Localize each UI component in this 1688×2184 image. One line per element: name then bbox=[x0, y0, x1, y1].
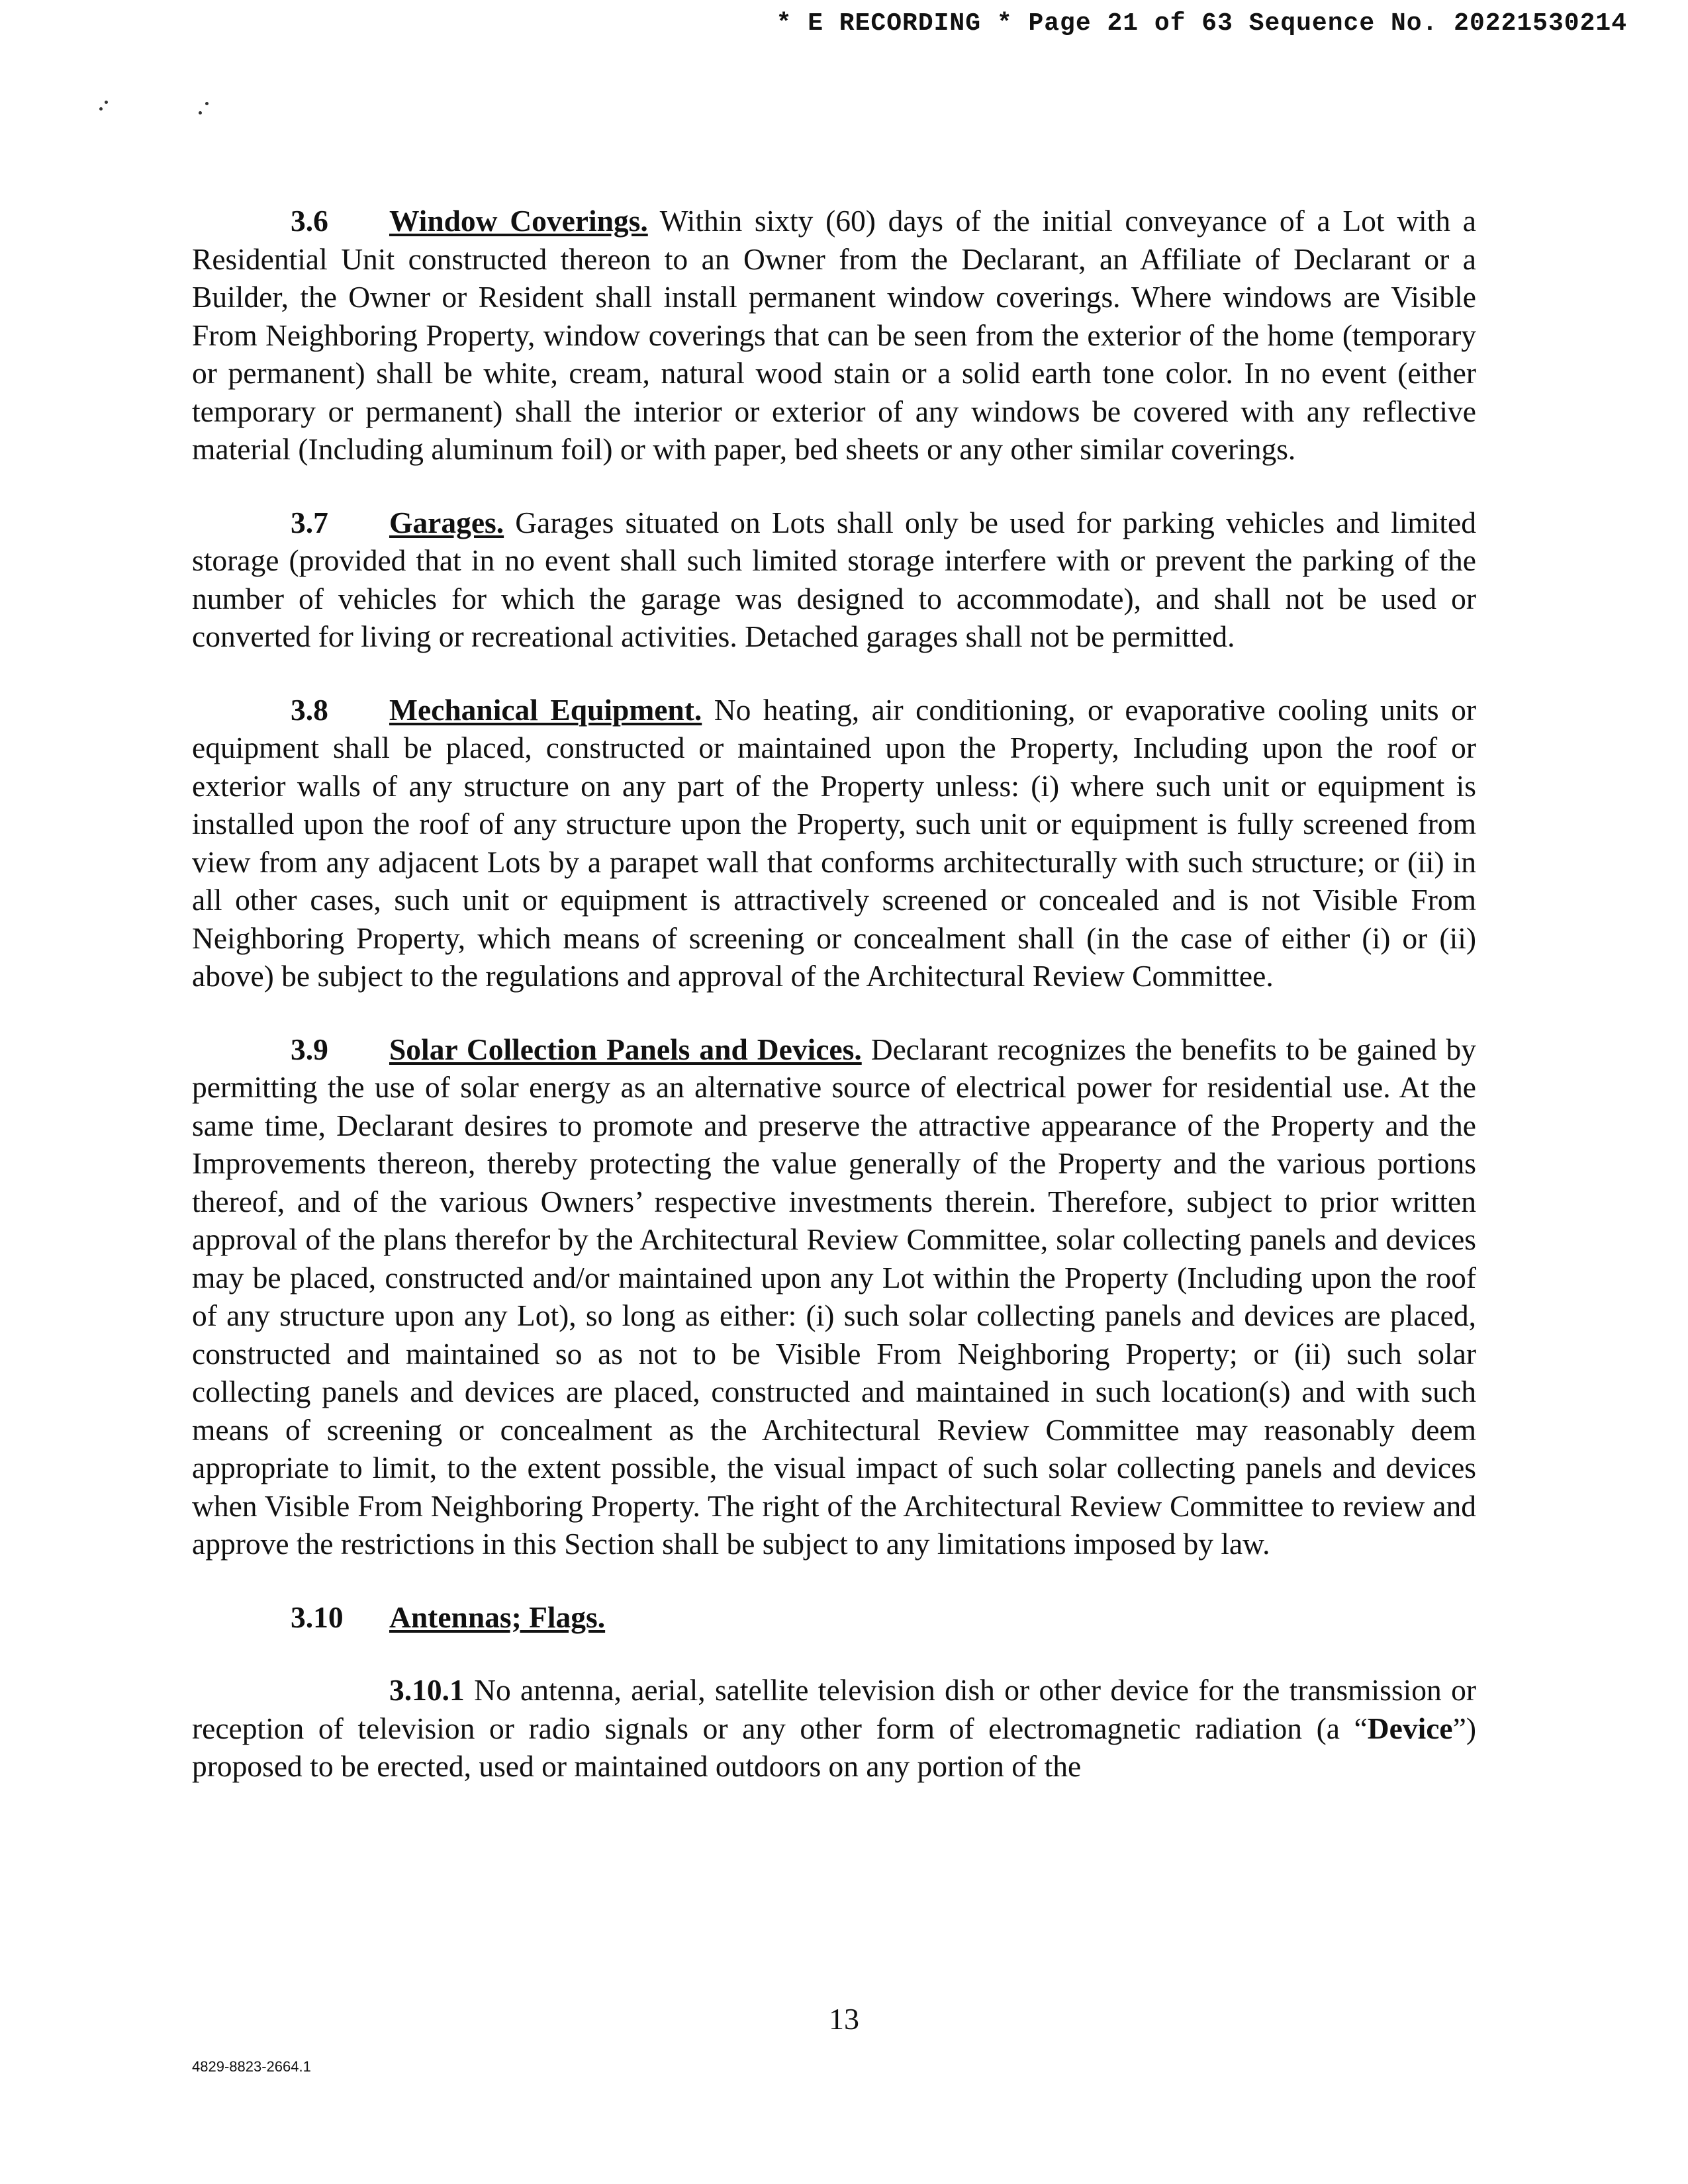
section-text: No heating, air conditioning, or evaporative cooling units or equipment shall be placed, constructed or maintained upon the Property, Including upon the roof or exterior walls of any structure on any part of the Property unless: (i) where such unit or equipment is installed upon the roof of any structure upon the Property, such unit or equipment is fully screened from view from any adjacent Lots by a parapet wall that conforms architecturally with such structure; or (ii) in all other cases, such unit or equipment is attractively screened or concealed and is not Visible From Neighboring Property, which means of screening or concealment shall (in the case of either (i) or (ii) above) be subject to the regulations and approval of the Architectural Review Committee. bbox=[192, 692, 1476, 993]
subsection-number: 3.10.1 bbox=[389, 1673, 465, 1707]
section-title: Mechanical Equipment. bbox=[389, 692, 702, 727]
subsection-text-continued: ”) proposed to be erected, used or maintained outdoors on any portion of the bbox=[192, 1711, 1476, 1783]
section-number: 3.8 bbox=[291, 692, 328, 727]
document-id: 4829-8823-2664.1 bbox=[192, 2058, 311, 2075]
scan-specks bbox=[99, 99, 232, 132]
section-title: Antennas; Flags. bbox=[389, 1600, 606, 1634]
section-3-7 bbox=[192, 504, 1476, 656]
defined-term: Device bbox=[1367, 1711, 1453, 1745]
section-3-9 bbox=[192, 1030, 1476, 1563]
section-number: 3.10 bbox=[291, 1600, 344, 1634]
section-3-6 bbox=[192, 202, 1476, 469]
section-title: Garages. bbox=[389, 505, 504, 539]
section-title: Solar Collection Panels and Devices. bbox=[389, 1032, 862, 1066]
section-number: 3.9 bbox=[291, 1032, 328, 1066]
section-text: Within sixty (60) days of the initial conveyance of a Lot with a Residential Unit constructed thereon to an Owner from the Declarant, an Affiliate of Declarant or a Builder, the Owner or Resident shall install permanent window coverings. Where windows are Visible From Neighboring Property, window coverings that can be seen from the exterior of the home (temporary or permanent) shall be white, cream, natural wood stain or a solid earth tone color. In no event (either temporary or permanent) shall the interior or exterior of any windows be covered with any reflective material (Including aluminum foil) or with paper, bed sheets or any other similar coverings. bbox=[192, 204, 1476, 466]
section-3-10-1 bbox=[192, 1671, 1476, 1786]
section-3-8 bbox=[192, 691, 1476, 995]
section-3-10 bbox=[192, 1598, 1476, 1637]
page-number: 13 bbox=[829, 2002, 859, 2036]
subsection-text: No antenna, aerial, satellite television dish or other device for the transmission or reception of television or radio signals or any other form of electromagnetic radiation (a “ bbox=[192, 1673, 1476, 1745]
section-number: 3.6 bbox=[291, 204, 328, 238]
section-number: 3.7 bbox=[291, 505, 328, 539]
section-text: Declarant recognizes the benefits to be gained by permitting the use of solar energy as an alternative source of electrical power for residential use. At the same time, Declarant desires to promote and preserve the attractive appearance of the Property and the Improvements thereon, thereby protecting the value generally of the Property and the various portions thereof, and of the various Owners’ respective investments therein. Therefore, subject to prior written approval of the plans therefor by the Architectural Review Committee, solar collecting panels and devices may be placed, constructed and/or maintained upon any Lot within the Property (Including upon the roof of any structure upon any Lot), so long as either: (i) such solar collecting panels and devices are placed, constructed and maintained so as not to be Visible From Neighboring Property; or (ii) such solar collecting panels and devices are placed, constructed and maintained in such location(s) and with such means of screening or concealment as the Architectural Review Committee may reasonably deem appropriate to limit, to the extent possible, the visual impact of such solar collecting panels and devices when Visible From Neighboring Property. The right of the Architectural Review Committee to review and approve the restrictions in this Section shall be subject to any limitations imposed by law. bbox=[192, 1032, 1476, 1561]
section-text: Garages situated on Lots shall only be used for parking vehicles and limited storage (provided that in no event shall such limited storage interfere with or prevent the parking of the number of vehicles for which the garage was designed to accommodate), and shall not be used or converted for living or recreational activities. Detached garages shall not be permitted. bbox=[192, 505, 1476, 653]
recording-stamp: * E RECORDING * Page 21 of 63 Sequence No. 20221530214 bbox=[776, 9, 1627, 38]
document-body bbox=[192, 202, 1476, 1786]
section-title: Window Coverings. bbox=[389, 204, 648, 238]
